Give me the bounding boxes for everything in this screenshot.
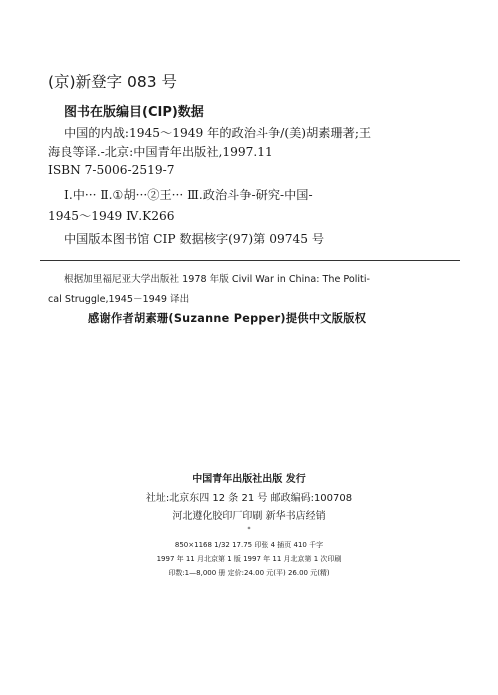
book-specs: 850×1168 1/32 17.75 印张 4 插页 410 千字	[174, 541, 324, 549]
source-note: 根据加里福尼亚大学出版社 1978 年版 Civil War in China: The Politi-	[64, 274, 370, 285]
cip-subjects: Ⅰ.中··· Ⅱ.①胡···②王··· Ⅲ.政治斗争-研究-中国-	[64, 188, 313, 202]
acknowledgement: 感谢作者胡素珊(Suzanne Pepper)提供中文版版权	[88, 312, 367, 325]
divider	[40, 260, 460, 261]
cip-line-publisher: 海良等译.-北京:中国青年出版社,1997.11	[48, 145, 273, 159]
cip-subjects-continued: 1945～1949 Ⅳ.K266	[48, 209, 175, 223]
publisher-address: 社址:北京东四 12 条 21 号 邮政编码:100708	[145, 493, 353, 504]
print-run-price: 印数:1—8,000 册 定价:24.00 元(平) 26.00 元(精)	[168, 569, 330, 577]
cip-isbn: ISBN 7-5006-2519-7	[48, 163, 175, 177]
registration-number: (京)新登字 083 号	[48, 73, 178, 91]
edition-info: 1997 年 11 月北京第 1 版 1997 年 11 月北京第 1 次印刷	[156, 555, 342, 563]
separator-mark: *	[247, 526, 251, 533]
cip-heading: 图书在版编目(CIP)数据	[64, 105, 204, 120]
publisher-name: 中国青年出版社出版 发行	[192, 474, 306, 485]
cip-line-title: 中国的内战:1945～1949 年的政治斗争/(美)胡素珊著;王	[64, 126, 372, 140]
printer-distributor: 河北遵化胶印厂印刷 新华书店经销	[172, 511, 326, 522]
source-note-continued: cal Struggle,1945－1949 译出	[48, 294, 190, 305]
cip-verification: 中国版本图书馆 CIP 数据核字(97)第 09745 号	[64, 232, 325, 246]
